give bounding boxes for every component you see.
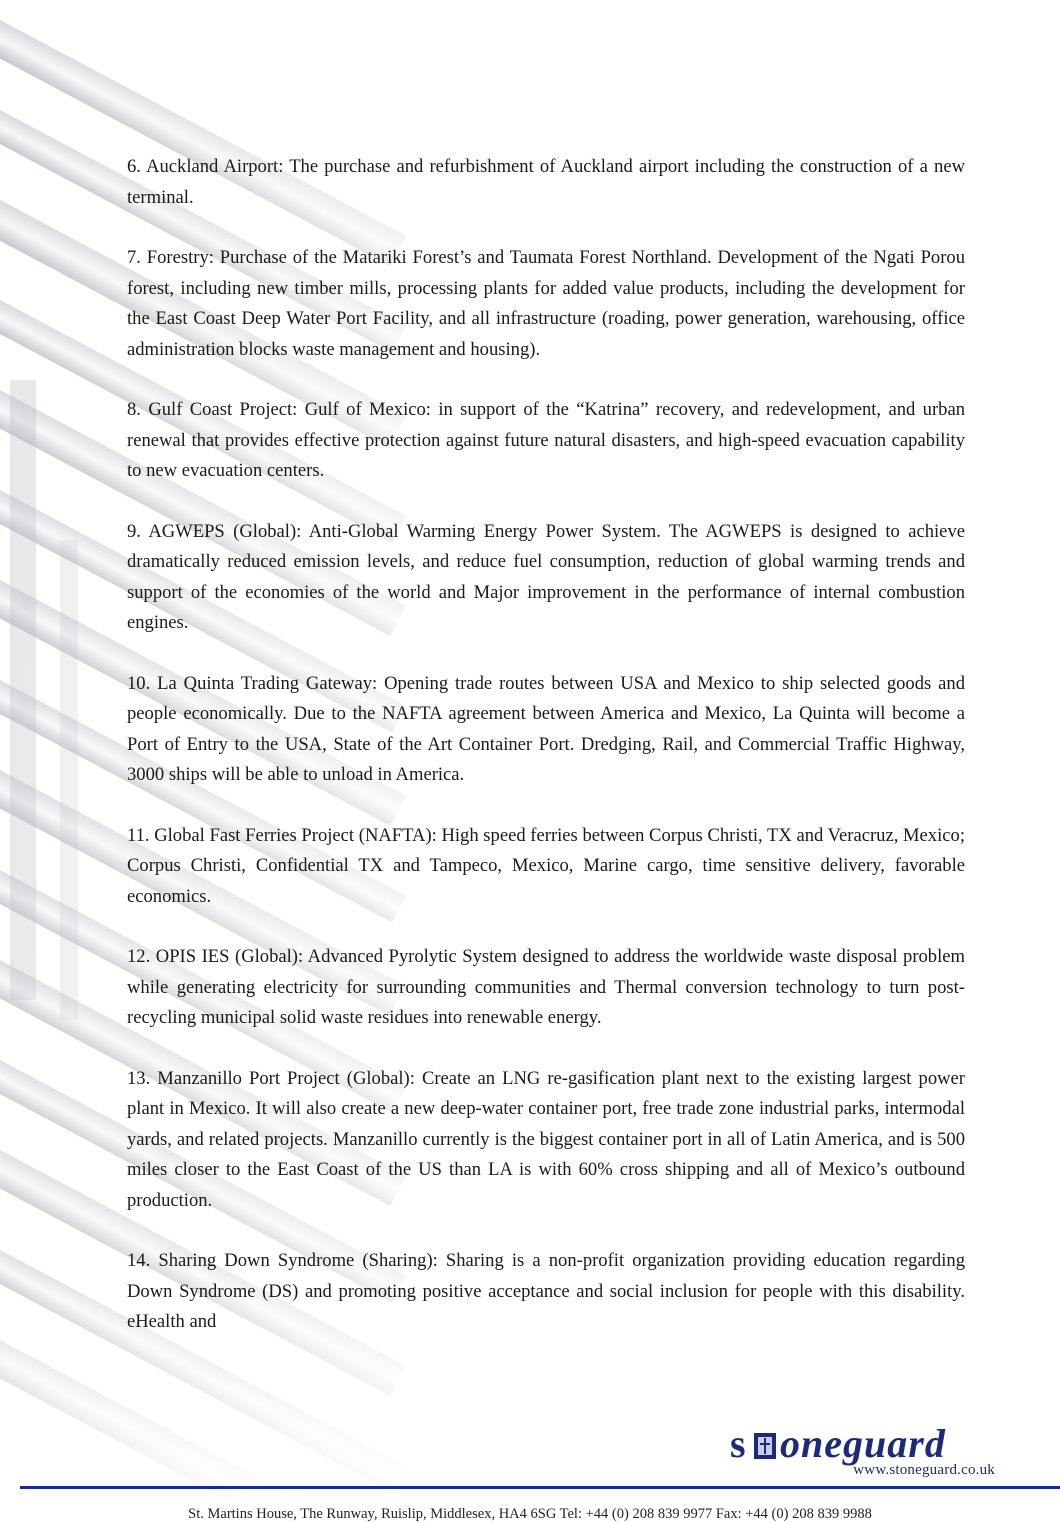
svg-text:oneguard: oneguard <box>780 1424 946 1466</box>
paragraph-la-quinta: 10. La Quinta Trading Gateway: Opening trade routes between USA and Mexico to ship selected goods and people economically. Due to the NAFTA agreement between America and Mexico, La Quinta will become a Port of Entry to the USA, State of the Art Container Port. Dredging, Rail, and Commercial Traffic Highway, 3000 ships will be able to unload in America. <box>127 672 965 785</box>
paragraph-gulf-coast: 8. Gulf Coast Project: Gulf of Mexico: in support of the “Katrina” recovery, and redevelopment, and urban renewal that provides effective protection against future natural disasters, and high-speed evacuation capability to new evacuation centers. <box>127 399 965 481</box>
paragraph-fast-ferries: 11. Global Fast Ferries Project (NAFTA): High speed ferries between Corpus Christi, TX and Veracruz, Mexico; Corpus Christi, Confidential TX and Tampeco, Mexico, Marine cargo, time sensitive delivery, favorable economics. <box>127 824 965 907</box>
stoneguard-wordmark-icon <box>730 1424 995 1466</box>
footer-divider <box>20 1486 1060 1489</box>
paragraph-sharing-down-syndrome: 14. Sharing Down Syndrome (Sharing): Sharing is a non-profit organization providing education regarding Down Syndrome (DS) and promoting positive acceptance and social inclusion for people with this disability. eHealth and <box>127 1250 965 1332</box>
paragraph-manzanillo: 13. Manzanillo Port Project (Global): Create an LNG re-gasification plant next to the existing largest power plant in Mexico. It will also create a new deep-water container port, free trade zone industrial parks, intermodal yards, and related projects. Manzanillo currently is the biggest container port in all of Latin America, and is 500 miles closer to the East Coast of the US than LA is with 60% cross shipping and all of Mexico’s outbound production. <box>127 1067 965 1211</box>
paragraph-auckland-airport: 6. Auckland Airport: The purchase and refurbishment of Auckland airport including the construction of a new terminal. <box>127 156 965 208</box>
paragraph-agweps: 9. AGWEPS (Global): Anti-Global Warming Energy Power System. The AGWEPS is designed to achieve dramatically reduced emission levels, and reduce fuel consumption, reduction of global warming trends and support of the economies of the world and Major improvement in the performance of internal combustion engines. <box>127 520 965 633</box>
paragraph-opis-ies: 12. OPIS IES (Global): Advanced Pyrolytic System designed to address the worldwide waste disposal problem while generating electricity for surrounding communities and Thermal conversion technology to turn post-recycling municipal solid waste residues into renewable energy. <box>127 946 965 1028</box>
paragraph-forestry: 7. Forestry: Purchase of the Matariki Forest’s and Taumata Forest Northland. Development of the Ngati Porou forest, including new timber mills, processing plants for added value products, including the development for the East Coast Deep Water Port Facility, and all infrastructure (roading, power generation, warehousing, office administration blocks waste management and housing). <box>127 247 965 360</box>
document-body <box>127 152 965 1368</box>
footer-address: St. Martins House, The Runway, Ruislip, Middlesex, HA4 6SG Tel: +44 (0) 208 839 9977 Fax: +44 (0) 208 839 9988 <box>188 1506 872 1522</box>
website-url: www.stoneguard.co.uk <box>853 1462 995 1478</box>
svg-text:s: s <box>730 1424 747 1466</box>
stoneguard-logo <box>730 1424 995 1486</box>
